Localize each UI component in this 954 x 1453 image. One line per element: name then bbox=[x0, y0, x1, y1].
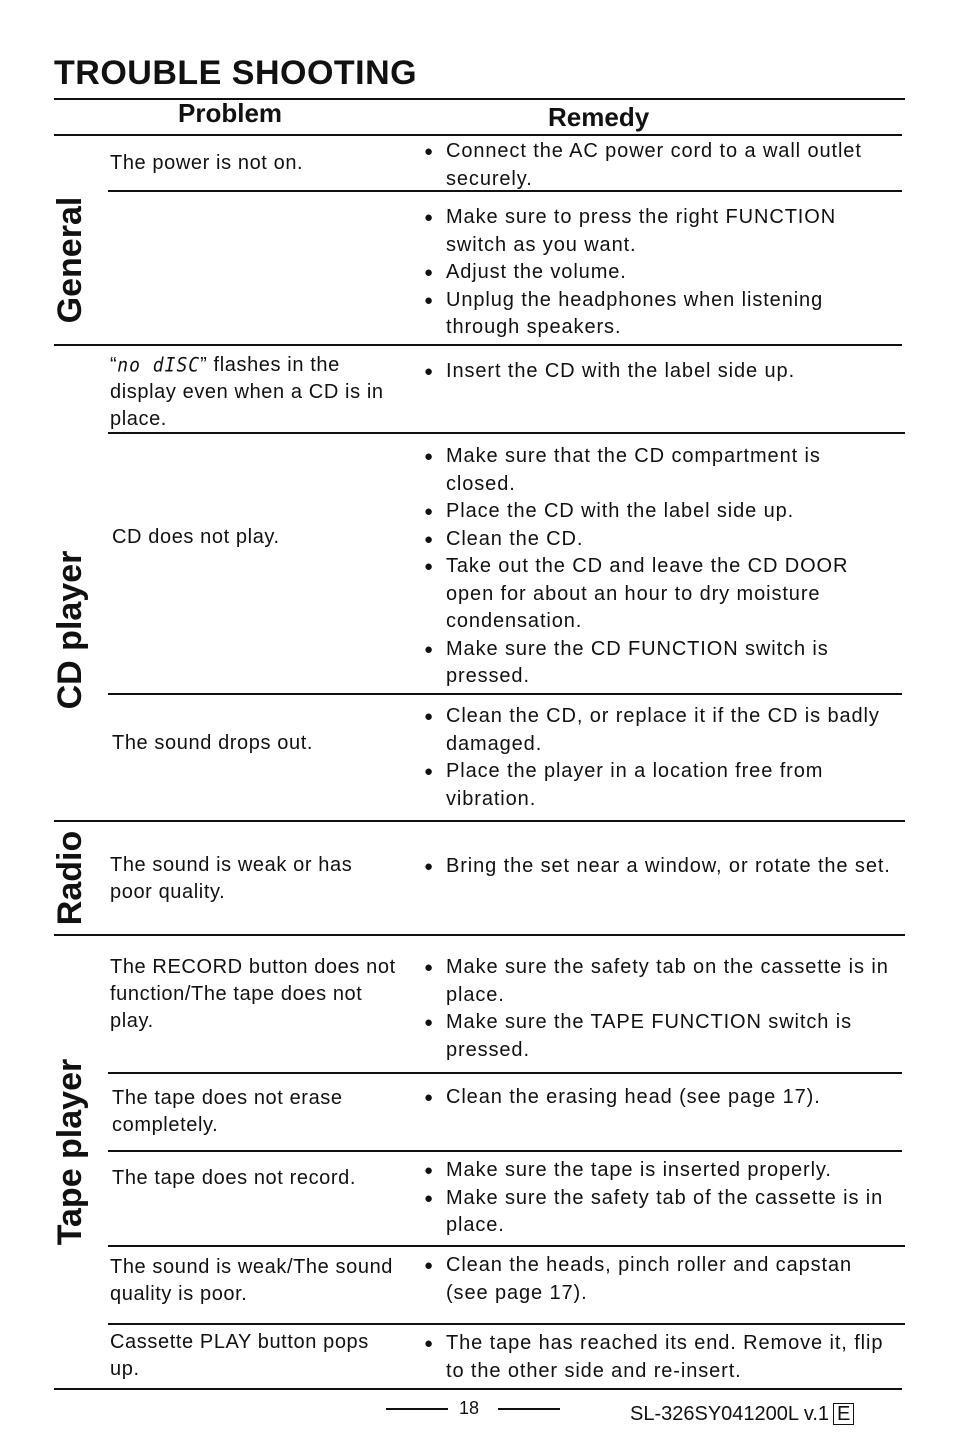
remedy-item: ● Take out the CD and leave the CD DOOR open for about an hour to dry moisture condensation. bbox=[424, 553, 892, 636]
row-divider bbox=[108, 190, 902, 192]
problem-suffix: flashes in the display even when a CD is in place. bbox=[110, 354, 384, 430]
remedy-item: ● Clean the CD. bbox=[424, 526, 892, 554]
language-mark: E bbox=[833, 1403, 854, 1425]
remedy-item: ● Make sure to press the right FUNCTION switch as you want. bbox=[424, 204, 892, 259]
remedy-list bbox=[424, 703, 892, 813]
section-label-cd: CD player bbox=[51, 550, 89, 710]
problem-header: Problem bbox=[178, 98, 283, 128]
section-label-general: General bbox=[51, 196, 89, 324]
footer-rule-left bbox=[386, 1408, 448, 1410]
remedy-item: ● Clean the CD, or replace it if the CD is badly damaged. bbox=[424, 703, 892, 758]
remedy-item: ● Adjust the volume. bbox=[424, 259, 892, 287]
remedy-list bbox=[424, 1084, 892, 1112]
remedy-item: ● Make sure the TAPE FUNCTION switch is pressed. bbox=[424, 1009, 892, 1064]
row-divider bbox=[108, 1245, 905, 1247]
close-quote: ” bbox=[200, 354, 208, 376]
remedy-list bbox=[424, 1157, 892, 1240]
remedy-list bbox=[424, 204, 892, 342]
remedy-item: ● Bring the set near a window, or rotate the set. bbox=[424, 853, 892, 881]
no-disc-display-glyph: no dISC bbox=[117, 353, 201, 378]
row-divider bbox=[108, 432, 905, 434]
problem-text: Cassette PLAY button pops up. bbox=[110, 1331, 369, 1380]
problem-text: The sound is weak/The sound quality is poor. bbox=[110, 1256, 394, 1305]
remedy-item: ● Make sure the tape is inserted properly. bbox=[424, 1157, 892, 1185]
remedy-list bbox=[424, 853, 892, 881]
row-divider bbox=[108, 693, 902, 695]
problem-text: The sound is weak or has poor quality. bbox=[110, 854, 353, 903]
remedy-item: ● Clean the heads, pinch roller and capstan (see page 17). bbox=[424, 1252, 892, 1307]
remedy-item: ● Connect the AC power cord to a wall outlet securely. bbox=[424, 138, 892, 193]
model-code bbox=[630, 1403, 854, 1426]
remedy-list bbox=[424, 138, 892, 193]
open-quote: “ bbox=[110, 354, 118, 376]
remedy-list bbox=[424, 443, 892, 691]
remedy-item: ● Make sure the safety tab of the cassette is in place. bbox=[424, 1185, 892, 1240]
section-divider bbox=[54, 344, 902, 346]
remedy-item: ● Place the player in a location free from vibration. bbox=[424, 758, 892, 813]
problem-text: The RECORD button does not function/The tape does not play. bbox=[110, 956, 396, 1032]
page-number: 18 bbox=[459, 1398, 480, 1418]
section-label-radio: Radio bbox=[51, 830, 89, 926]
row-divider bbox=[108, 1150, 902, 1152]
page-title: TROUBLE SHOOTING bbox=[54, 54, 418, 92]
remedy-item: ● Make sure that the CD compartment is closed. bbox=[424, 443, 892, 498]
remedy-list bbox=[424, 358, 892, 386]
remedy-item: ● The tape has reached its end. Remove it, flip to the other side and re-insert. bbox=[424, 1330, 892, 1385]
remedy-item: ● Place the CD with the label side up. bbox=[424, 498, 892, 526]
remedy-item: ● Insert the CD with the label side up. bbox=[424, 358, 892, 386]
problem-text: The tape does not record. bbox=[112, 1167, 357, 1189]
problem-text: The sound drops out. bbox=[112, 732, 314, 754]
section-divider bbox=[54, 820, 905, 822]
remedy-item: ● Make sure the CD FUNCTION switch is pressed. bbox=[424, 636, 892, 691]
row-divider bbox=[108, 1072, 902, 1074]
remedy-item: ● Unplug the headphones when listening through speakers. bbox=[424, 287, 892, 342]
problem-text: The tape does not erase completely. bbox=[112, 1087, 343, 1136]
table-bottom-rule bbox=[54, 1388, 902, 1390]
section-divider bbox=[54, 934, 905, 936]
remedy-item: ● Clean the erasing head (see page 17). bbox=[424, 1084, 892, 1112]
remedy-list bbox=[424, 1330, 892, 1385]
problem-text: CD does not play. bbox=[112, 526, 280, 548]
header-rule bbox=[54, 134, 902, 136]
model-code-text: SL-326SY041200L v.1 bbox=[630, 1403, 830, 1425]
remedy-item: ● Make sure the safety tab on the cassette is in place. bbox=[424, 954, 892, 1009]
section-label-tape: Tape player bbox=[51, 1058, 89, 1246]
remedy-header: Remedy bbox=[548, 102, 650, 132]
remedy-list bbox=[424, 1252, 892, 1307]
problem-text: The power is not on. bbox=[110, 152, 304, 174]
remedy-list bbox=[424, 954, 892, 1064]
row-divider bbox=[108, 1323, 905, 1325]
footer-rule-right bbox=[498, 1408, 560, 1410]
problem-text bbox=[110, 352, 392, 433]
